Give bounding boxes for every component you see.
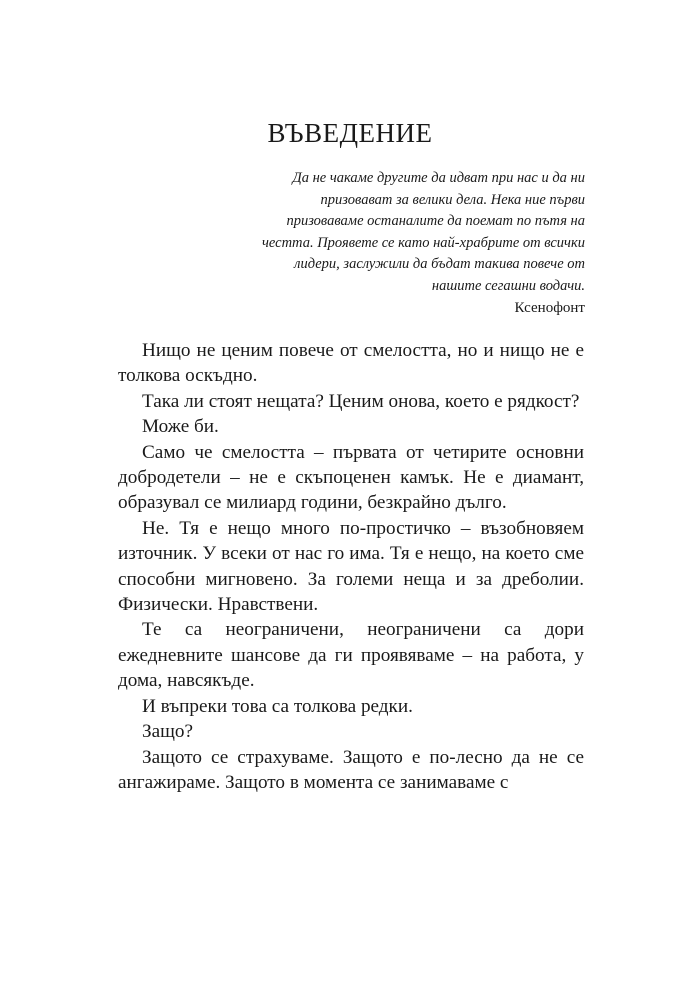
epigraph-line: нашите сегашни водачи. bbox=[431, 277, 585, 294]
paragraph: Защо? bbox=[142, 721, 194, 743]
epigraph-line: честта. Проявете се като най-храбрите от всички bbox=[261, 234, 585, 251]
epigraph-line: призоваваме останалите да поемат по пътя на bbox=[286, 213, 585, 229]
epigraph bbox=[240, 168, 585, 297]
epigraph-line: призовават за велики дела. Нека ние първи bbox=[320, 191, 585, 208]
epigraph-author: Ксенофонт bbox=[514, 300, 585, 316]
paragraph: Нищо не ценим повече от смелостта, но и нищо не е толкова оскъдно. bbox=[118, 340, 584, 387]
epigraph-line: лидери, заслужили да бъдат такива повече от bbox=[294, 256, 585, 272]
paragraph: Не. Тя е нещо много по-простичко – възобновяем източник. У всеки от нас го има. Тя е нещо, на което сме способни мигновено. За големи неща и за дреболии. Физически. Нравствени. bbox=[118, 517, 584, 616]
chapter-title: ВЪВЕДЕНИЕ bbox=[267, 118, 433, 148]
paragraph: Само че смелостта – първата от четирите основни добродетели – не е скъпоценен камък. Не е диамант, образувал се милиард години, безкрайно дълго. bbox=[118, 441, 584, 514]
paragraph: Те са неограничени, неограничени са дори ежедневните шансове да ги проявяваме – на работа, у дома, навсякъде. bbox=[118, 619, 584, 692]
paragraph: Така ли стоят нещата? Ценим онова, което е рядкост? bbox=[142, 390, 580, 412]
body-text bbox=[118, 338, 584, 795]
epigraph-line: Да не чакаме другите да идват при нас и да ни bbox=[292, 170, 585, 186]
paragraph: Може би. bbox=[142, 416, 219, 438]
paragraph: Защото се страхуваме. Защото е по-лесно да не се ангажираме. Защото в момента се занимаваме с bbox=[118, 746, 584, 793]
paragraph: И въпреки това са толкова редки. bbox=[142, 695, 413, 717]
